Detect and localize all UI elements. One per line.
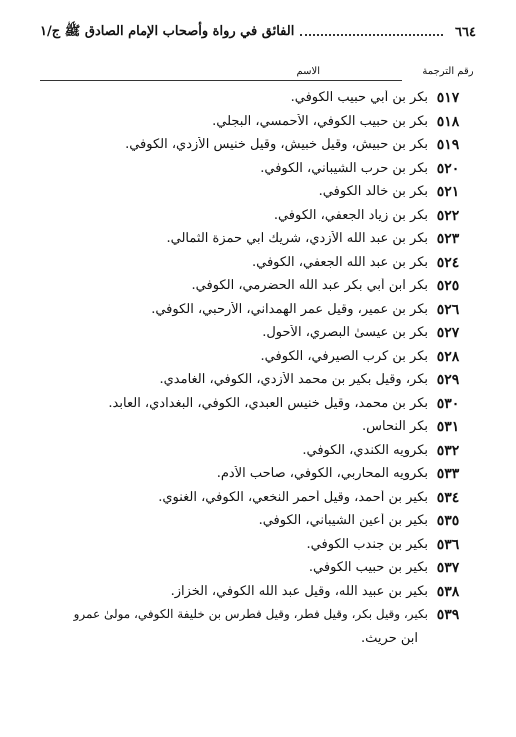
- entry-number: ٥٢٢: [436, 207, 460, 224]
- list-item: [0, 582, 516, 606]
- list-item: [0, 159, 516, 183]
- entry-number: ٥٢٩: [436, 372, 460, 388]
- entry-number: ٥٢٠: [436, 160, 460, 177]
- entry-list: [0, 88, 516, 653]
- entry-number: ٥١٨: [436, 113, 460, 130]
- entry-number: ٥٢٦: [436, 301, 460, 318]
- entry-name: بكر بن أبي حبيب الكوفي.: [290, 90, 428, 105]
- entry-number: ٥٣٣: [436, 466, 460, 482]
- entry-name: بكر بن عيسىٰ البصري، الأحول.: [262, 325, 428, 340]
- entry-name: بكر بن عمير، وقيل عمر الهمداني، الأرحبي، الكوفي.: [151, 301, 428, 317]
- list-item: [0, 464, 516, 488]
- list-item: [0, 253, 516, 277]
- column-headers: [40, 66, 476, 86]
- entry-name: بكر بن حبيش، وقيل خبيش، وقيل خنيس الأزدي، الكوفي.: [125, 137, 428, 152]
- list-item: [0, 323, 516, 347]
- entry-name: بكر بن كرب الصيرفي، الكوفي.: [260, 348, 428, 364]
- entry-number: ٥٢٣: [436, 231, 460, 247]
- entry-name: بكير بن أعين الشيباني، الكوفي.: [258, 513, 428, 528]
- entry-number: ٥٢٥: [436, 278, 460, 294]
- entry-name: بكر بن محمد، وقيل خنيس العبدي، الكوفي، البغدادي، العابد.: [108, 395, 428, 411]
- entry-number: ٥٢٧: [436, 325, 460, 341]
- list-item: [0, 206, 516, 230]
- list-item: [0, 370, 516, 394]
- list-item: [0, 511, 516, 535]
- list-item: [0, 112, 516, 136]
- entry-name: بكير بن حبيب الكوفي.: [308, 560, 428, 575]
- list-item: [0, 229, 516, 253]
- entry-number: ٥٣٤: [436, 489, 460, 506]
- list-item: [0, 88, 516, 112]
- list-item: [0, 417, 516, 441]
- column-header-rule: [40, 80, 402, 81]
- entry-name: بكر بن حبيب الكوفي، الأحمسي، البجلي.: [212, 113, 428, 129]
- entry-number: ٥٣٦: [436, 536, 460, 553]
- entry-number: ٥١٧: [436, 90, 460, 106]
- entry-name: بكرويه الكندي، الكوفي.: [302, 442, 428, 458]
- entry-name: بكرويه المحاربي، الكوفي، صاحب الأدم.: [216, 466, 428, 481]
- list-item: [0, 347, 516, 371]
- entry-number: ٥٣٨: [436, 583, 460, 600]
- list-item: [0, 300, 516, 324]
- running-title: الفائق في رواة وأصحاب الإمام الصادق ﷺ ج/١: [40, 23, 295, 39]
- list-item: [0, 135, 516, 159]
- list-item: [0, 558, 516, 582]
- list-item: [0, 276, 516, 300]
- list-item-continuation: [0, 629, 516, 653]
- entry-name: بكير بن عبيد الله، وقيل عبد الله الكوفي، الخزاز.: [170, 583, 428, 599]
- entry-number: ٥٣١: [436, 419, 460, 435]
- list-item: [0, 441, 516, 465]
- entry-name: بكير بن جندب الكوفي.: [306, 536, 428, 552]
- entry-name: بكر النحاس.: [362, 419, 428, 434]
- header-leader-dots: [300, 34, 443, 36]
- entry-number: ٥٣٢: [436, 442, 460, 459]
- entry-name: بكر بن خالد الكوفي.: [318, 184, 428, 199]
- list-item: [0, 605, 516, 629]
- entry-name-continuation: ابن حريث.: [361, 630, 418, 646]
- column-header-name: الاسم: [296, 66, 320, 77]
- entry-number: ٥٣٧: [436, 560, 460, 576]
- entry-name: بكر بن عبد الله الجعفي، الكوفي.: [252, 254, 428, 270]
- running-header: [40, 20, 476, 44]
- entry-number: ٥٢٨: [436, 348, 460, 365]
- entry-number: ٥٣٥: [436, 513, 460, 529]
- entry-number: ٥١٩: [436, 137, 460, 153]
- entry-name: بكير بن أحمد، وقيل أحمر النخعي، الكوفي، الغنوي.: [158, 489, 428, 505]
- entry-number: ٥٢٤: [436, 254, 460, 271]
- page-number: ٦٦٤: [455, 24, 476, 40]
- list-item: [0, 394, 516, 418]
- entry-number: ٥٣٩: [436, 607, 460, 623]
- entry-name: بكير، وقيل بكر، وقيل فطر، وقيل فطرس بن خليفة الكوفي، مولىٰ عمرو: [73, 607, 428, 621]
- entry-number: ٥٣٠: [436, 395, 460, 412]
- entry-name: بكر، وقيل بكير بن محمد الأزدي، الكوفي، الغامدي.: [159, 372, 428, 387]
- entry-name: بكر بن زياد الجعفي، الكوفي.: [273, 207, 428, 223]
- list-item: [0, 182, 516, 206]
- list-item: [0, 488, 516, 512]
- list-item: [0, 535, 516, 559]
- entry-name: بكر بن عبد الله الأزدي، شريك ابي حمزة الثمالي.: [166, 231, 428, 246]
- column-header-number: رقم الترجمة: [422, 66, 474, 77]
- entry-name: بكر ابن أبي بكر عبد الله الحضرمي، الكوفي.: [191, 278, 428, 293]
- entry-number: ٥٢١: [436, 184, 460, 200]
- entry-name: بكر بن حرب الشيباني، الكوفي.: [260, 160, 428, 176]
